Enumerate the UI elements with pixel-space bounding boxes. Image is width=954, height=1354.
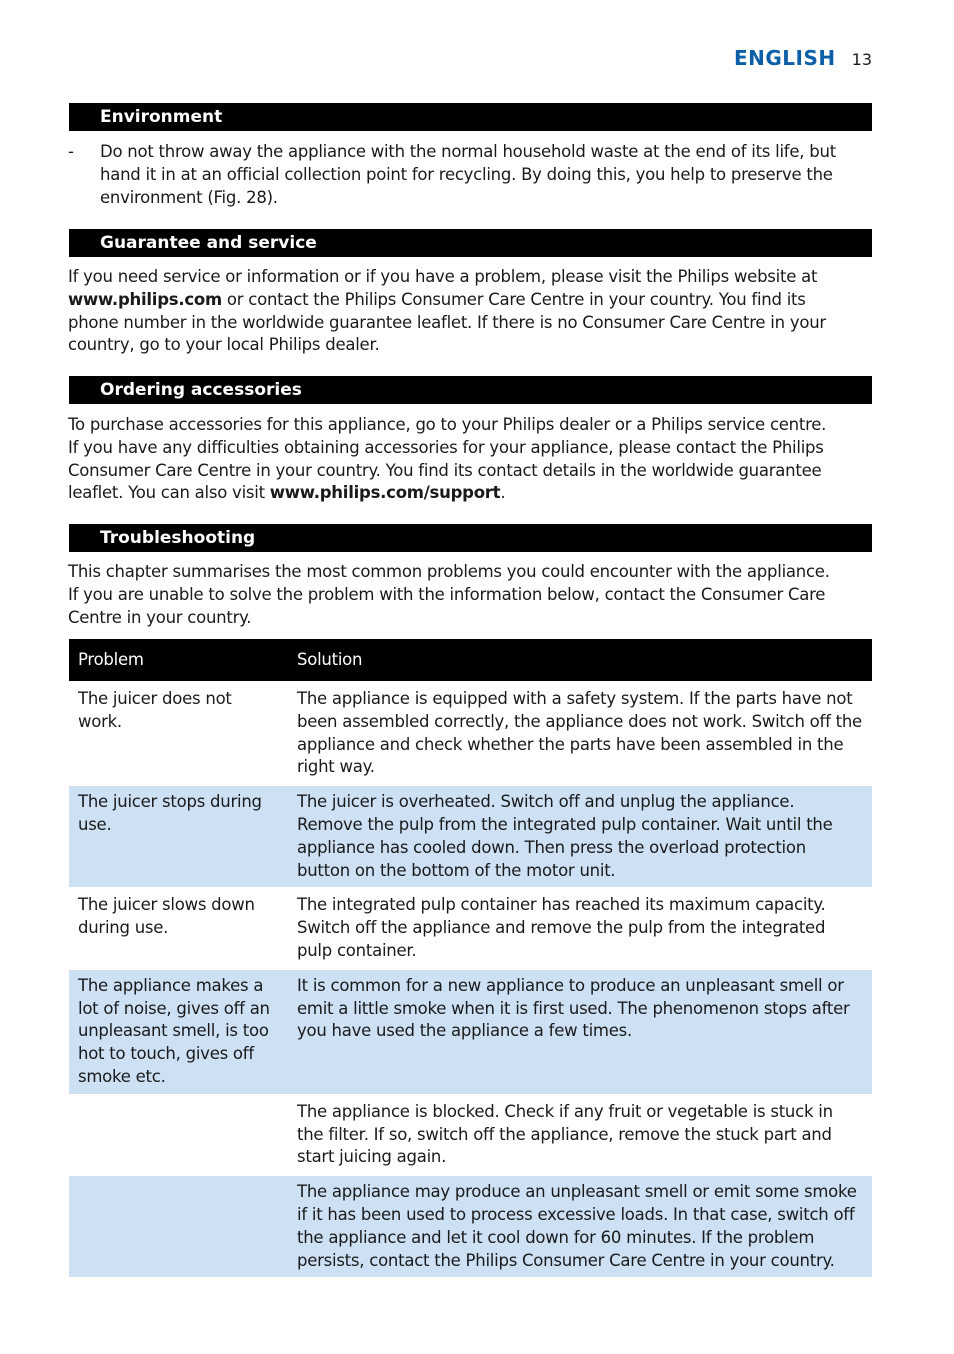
troubleshooting-intro bbox=[68, 561, 858, 629]
solution-cell: The integrated pulp container has reached its maximum capacity. Switch off the appliance and remove the pulp from the integrated pulp container. bbox=[288, 888, 872, 968]
guarantee-text-before: If you need service or information or if you have a problem, please visit the Philips website at bbox=[68, 267, 818, 286]
ordering-line1: To purchase accessories for this appliance, go to your Philips dealer or a Philips service centre. bbox=[68, 415, 827, 434]
guarantee-paragraph bbox=[68, 266, 858, 357]
problem-cell: The juicer stops during use. bbox=[69, 785, 288, 888]
philips-website-link[interactable]: www.philips.com bbox=[68, 289, 222, 309]
section-heading-guarantee: Guarantee and service bbox=[69, 229, 872, 257]
solution-cell: The juicer is overheated. Switch off and unplug the appliance. Remove the pulp from the integrated pulp container. Wait until the appliance has cooled down. Then press the overload protection button on the bottom of the motor unit. bbox=[288, 785, 872, 888]
table-row bbox=[69, 969, 872, 1095]
solution-cell: It is common for a new appliance to produce an unpleasant smell or emit a little smoke when it is first used. The phenomenon stops after you have used the appliance a few times. bbox=[288, 969, 872, 1095]
table-row bbox=[69, 682, 872, 785]
table-header-row bbox=[69, 639, 872, 682]
section-heading-ordering: Ordering accessories bbox=[69, 376, 872, 404]
problem-cell: The juicer does not work. bbox=[69, 682, 288, 785]
ordering-text-before: If you have any difficulties obtaining accessories for your appliance, please contact the Philips Consumer Care Centre in your country. You find its contact details in the worldwide guarantee leaflet. You can also visit bbox=[68, 437, 824, 503]
problem-cell: The juicer slows down during use. bbox=[69, 888, 288, 968]
troubleshooting-line2: If you are unable to solve the problem with the information below, contact the Consumer Care Centre in your country. bbox=[68, 584, 826, 627]
table-row bbox=[69, 888, 872, 968]
bullet-dash: - bbox=[68, 142, 74, 161]
column-header-solution: Solution bbox=[288, 639, 872, 682]
solution-cell: The appliance may produce an unpleasant smell or emit some smoke if it has been used to process excessive loads. In that case, switch off the appliance and let it cool down for 60 minutes. If the problem persists, contact the Philips Consumer Care Centre in your country. bbox=[288, 1175, 872, 1277]
guarantee-text-after: or contact the Philips Consumer Care Centre in your country. You find its phone number in the worldwide guarantee leaflet. If there is no Consumer Care Centre in your country, go to your local Philips dealer. bbox=[68, 289, 826, 355]
troubleshooting-table bbox=[69, 639, 872, 1277]
table-row bbox=[69, 1175, 872, 1277]
table-row bbox=[69, 785, 872, 888]
section-heading-troubleshooting: Troubleshooting bbox=[69, 524, 872, 552]
section-heading-environment: Environment bbox=[69, 103, 872, 131]
solution-cell: The appliance is equipped with a safety system. If the parts have not been assembled correctly, the appliance does not work. Switch off the appliance and check whether the parts have been assembled in the right way. bbox=[288, 682, 872, 785]
ordering-text-after: . bbox=[500, 483, 506, 503]
problem-cell: The appliance makes a lot of noise, gives off an unpleasant smell, is too hot to touch, gives off smoke etc. bbox=[69, 969, 288, 1095]
problem-cell bbox=[69, 1175, 288, 1277]
page-number: 13 bbox=[851, 50, 872, 69]
problem-cell bbox=[69, 1095, 288, 1175]
troubleshooting-line1: This chapter summarises the most common problems you could encounter with the appliance. bbox=[68, 562, 830, 581]
environment-text: Do not throw away the appliance with the normal household waste at the end of its life, but hand it in at an official collection point for recycling. By doing this, you help to preserve the environment (Fig. 28). bbox=[100, 142, 836, 207]
ordering-paragraph bbox=[68, 414, 858, 505]
table-row bbox=[69, 1095, 872, 1175]
page-header bbox=[734, 46, 872, 70]
ordering-line2 bbox=[68, 437, 858, 505]
solution-cell: The appliance is blocked. Check if any fruit or vegetable is stuck in the filter. If so, switch off the appliance, remove the stuck part and start juicing again. bbox=[288, 1095, 872, 1175]
philips-support-link[interactable]: www.philips.com/support bbox=[269, 483, 501, 503]
column-header-problem: Problem bbox=[69, 639, 288, 682]
language-label: ENGLISH bbox=[733, 46, 836, 70]
